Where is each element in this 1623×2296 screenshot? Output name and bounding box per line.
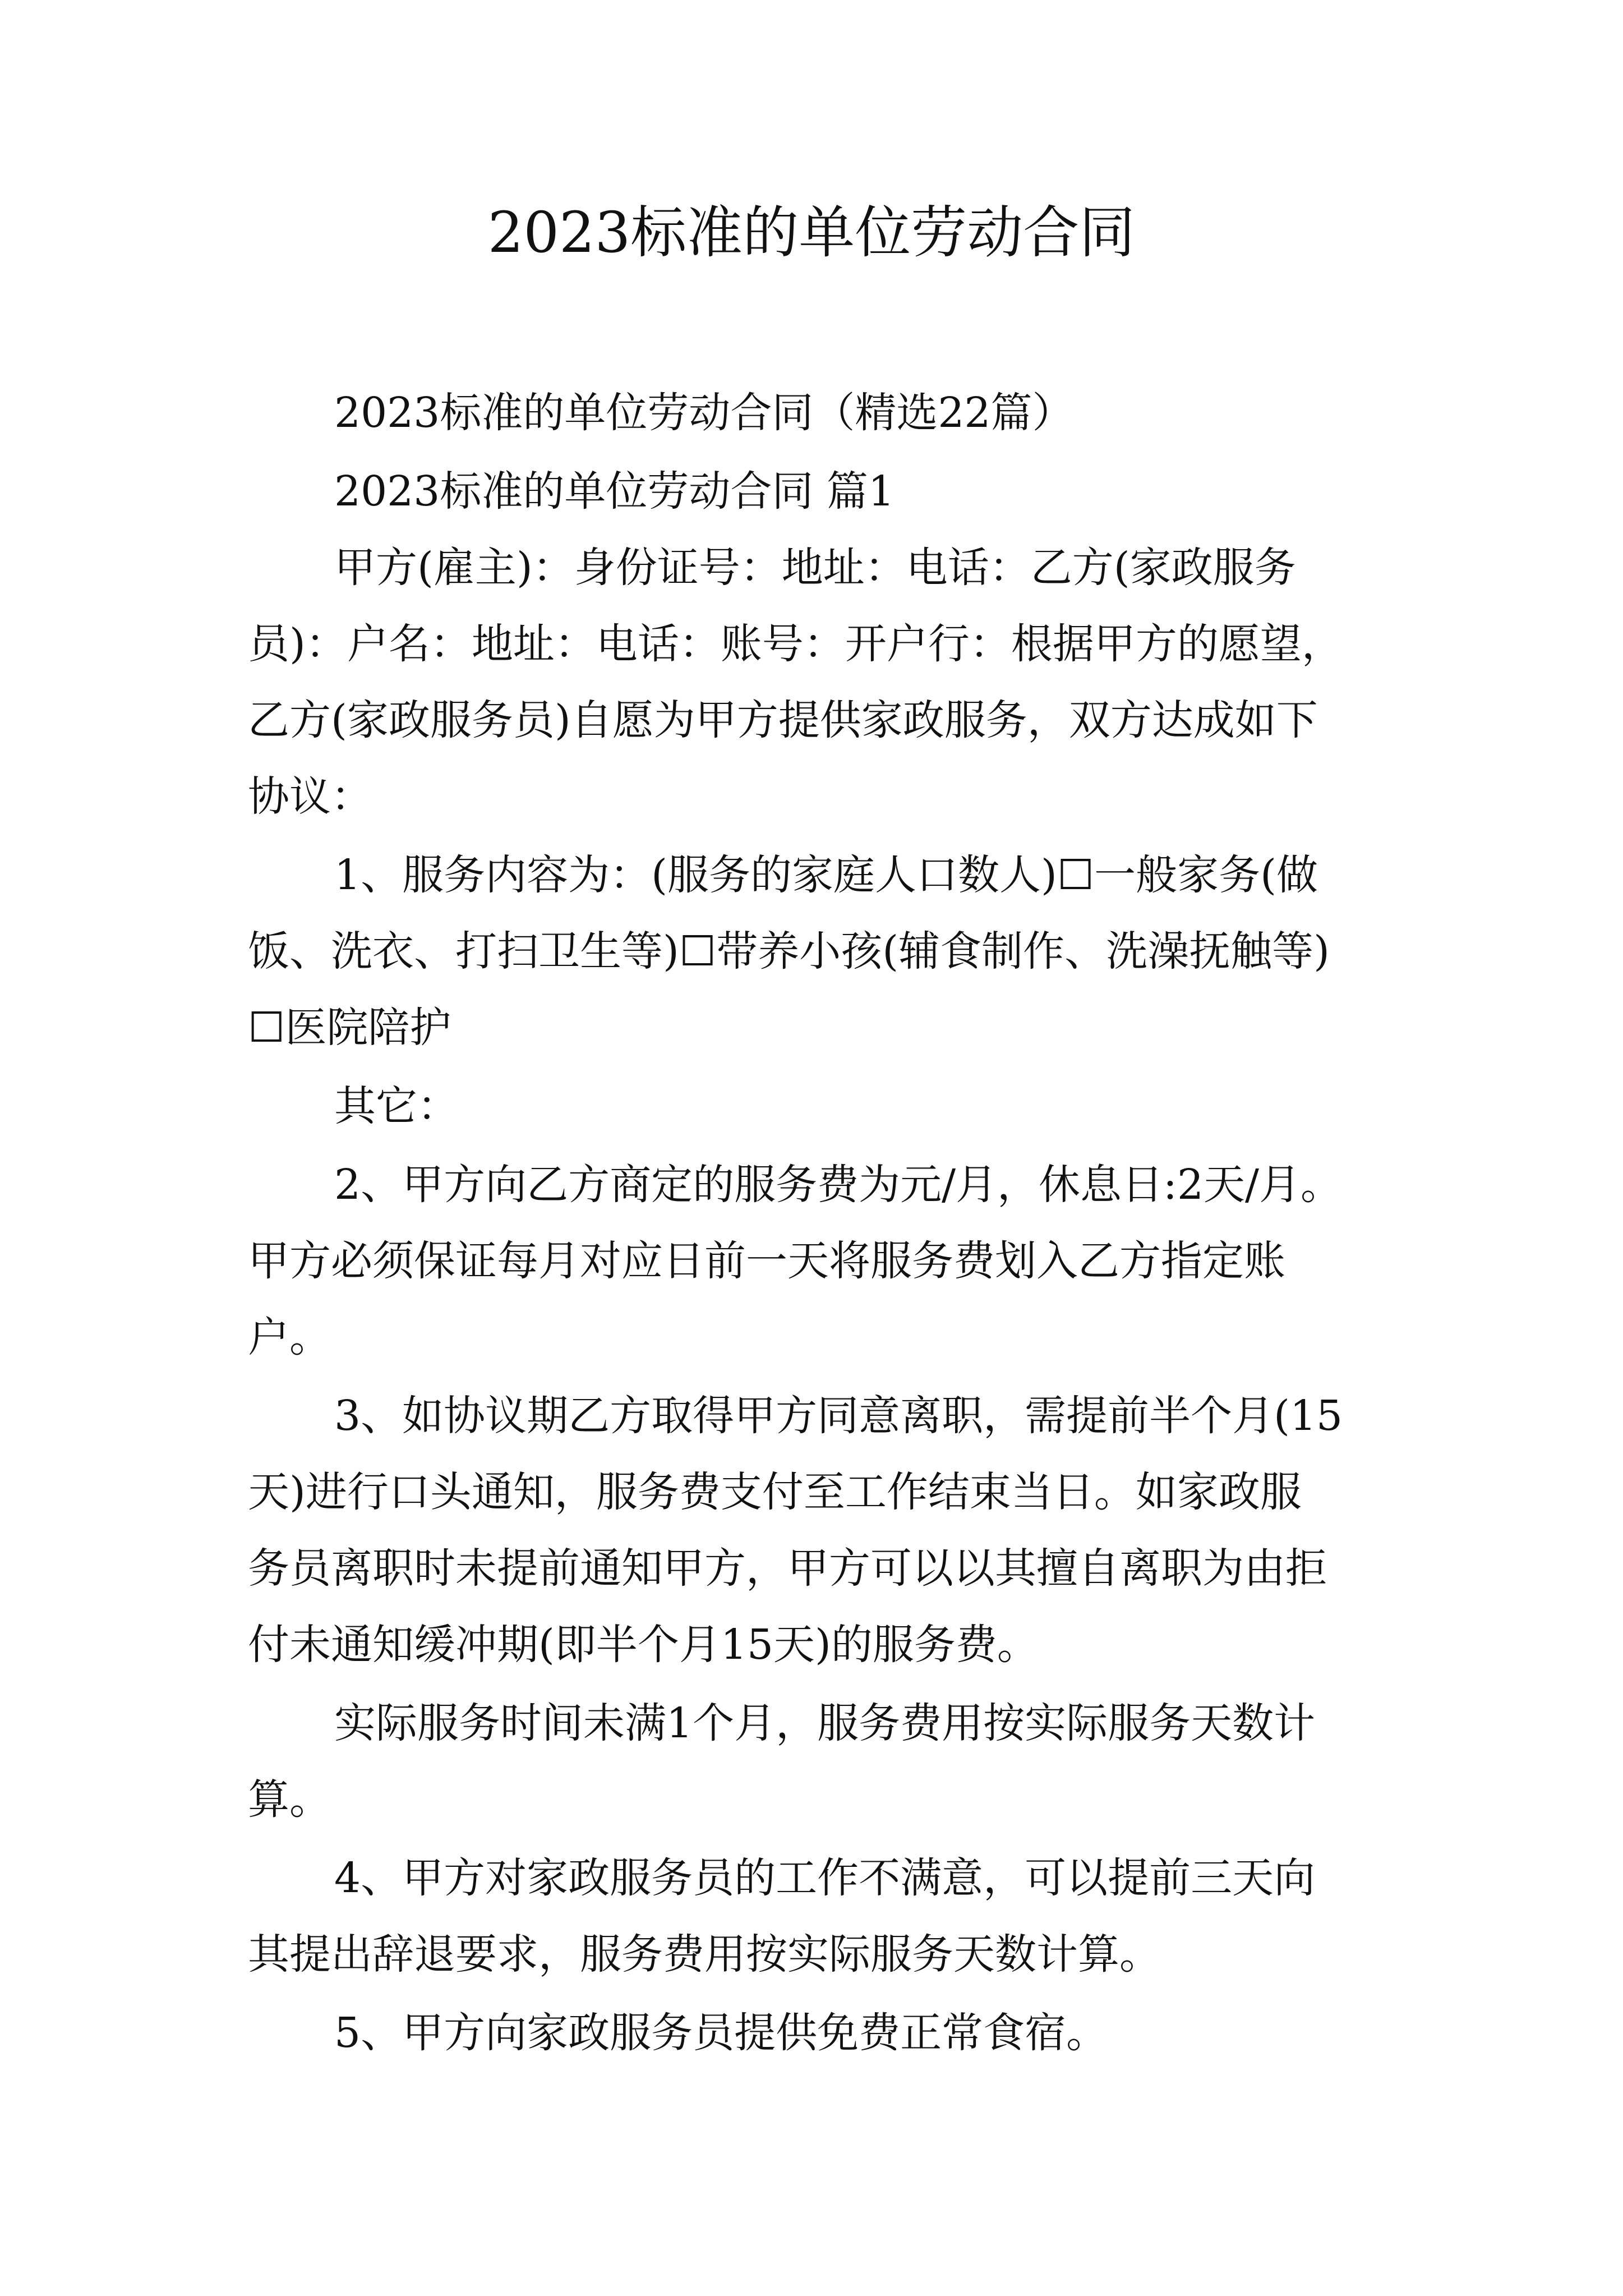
paragraph-line: 5、甲方向家政服务员提供免费正常食宿。 (334, 2009, 1108, 2057)
section-heading: 2023标准的单位劳动合同 篇1 (334, 467, 895, 516)
paragraph-line: 1、服务内容为：(服务的家庭人口数人)☐一般家务(做 (334, 851, 1318, 899)
collection-heading: 2023标准的单位劳动合同（精选22篇） (334, 389, 1074, 437)
paragraph-line: 户。 (248, 1313, 331, 1361)
paragraph-line: 天)进行口头通知，服务费支付至工作结束当日。如家政服 (248, 1468, 1302, 1516)
paragraph-line: 实际服务时间未满1个月，服务费用按实际服务天数计 (334, 1699, 1316, 1747)
paragraph-line: 甲方(雇主)：身份证号：地址：电话：乙方(家政服务 (334, 544, 1296, 592)
paragraph-line: ☐医院陪护 (248, 1004, 451, 1052)
paragraph-line: 乙方(家政服务员)自愿为甲方提供家政服务，双方达成如下 (248, 696, 1318, 744)
paragraph-line: 算。 (248, 1775, 331, 1824)
paragraph-line: 付未通知缓冲期(即半个月15天)的服务费。 (248, 1621, 1039, 1669)
paragraph-line: 2、甲方向乙方商定的服务费为元/月，休息日:2天/月。 (334, 1161, 1342, 1209)
document-title: 2023标准的单位劳动合同 (487, 200, 1136, 265)
paragraph-line: 其提出辞退要求，服务费用按实际服务天数计算。 (248, 1930, 1161, 1978)
paragraph-line: 务员离职时未提前通知甲方，甲方可以以其擅自离职为由拒 (248, 1544, 1327, 1593)
paragraph-line: 其它： (334, 1082, 459, 1130)
paragraph-line: 饭、洗衣、打扫卫生等)☐带养小孩(辅食制作、洗澡抚触等) (248, 927, 1330, 976)
paragraph-line: 协议： (248, 772, 372, 821)
paragraph-line: 甲方必须保证每月对应日前一天将服务费划入乙方指定账 (248, 1237, 1285, 1285)
paragraph-line: 员)：户名：地址：电话：账号：开户行：根据甲方的愿望， (248, 620, 1343, 668)
paragraph-line: 3、如协议期乙方取得甲方同意离职，需提前半个月(15 (334, 1392, 1343, 1440)
paragraph-line: 4、甲方对家政服务员的工作不满意，可以提前三天向 (334, 1854, 1316, 1902)
